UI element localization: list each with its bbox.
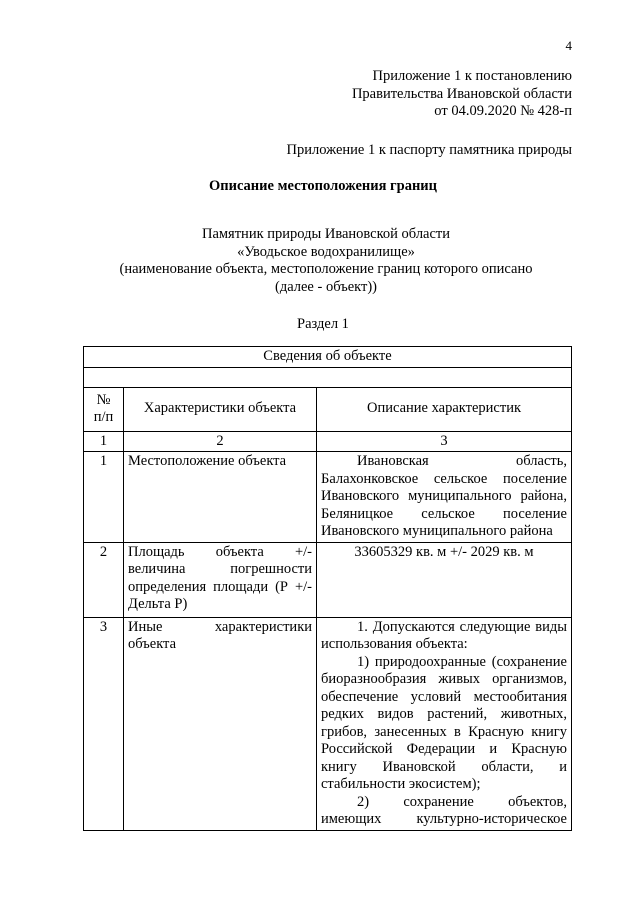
object-line-1: Памятник природы Ивановской области [201,226,451,242]
row-1-char: Местоположение объекта [124,452,317,543]
colnum-3: 3 [317,431,572,452]
appendix-line-3: от 04.09.2020 № 428-п [434,103,572,119]
table-empty-row [84,367,572,387]
section-heading: Раздел 1 [297,316,349,332]
row-3-desc-p1: 1. Допускаются следующие виды использования объекта: [321,618,567,652]
row-3-char: Иные характеристики объекта [124,617,317,830]
row-1-desc: Ивановская область, Балахонковское сельское поселение Ивановского муниципального района, Беляницкое сельское поселение Ивановского муниципального района [317,452,572,543]
appendix-line-2: Правительства Ивановской области [351,85,572,102]
row-3-desc-p3: 2) сохранение объектов, имеющих культурно-историческое [321,793,567,827]
object-line-4: (далее - объект)) [274,278,377,295]
object-line-2: «Уводьское водохранилище» [237,243,415,260]
colnum-1: 1 [84,431,124,452]
document-title: Описание местоположения границ [208,178,438,194]
row-1-num: 1 [84,452,124,543]
table-row [84,542,572,617]
colnum-2: 2 [124,431,317,452]
appendix-passport: Приложение 1 к паспорту памятника природы [286,142,572,158]
object-info-table [83,346,572,831]
table-caption-row [84,347,572,368]
row-3-desc-p2: 1) природоохранные (сохранение биоразнообразия живых организмов, обеспечение условий местообитания редких видов растений, животных, грибов, занесенных в Красную книгу Российской Федерации и Красную книгу Ивановской области, и стабильности экосистем); [321,653,567,792]
table-empty-cell [84,367,572,387]
row-2-char: Площадь объекта +/- величина погрешности определения площади (Р +/- Дельта Р) [124,542,317,617]
row-2-desc: 33605329 кв. м +/- 2029 кв. м [317,542,572,617]
header-characteristics: Характеристики объекта [124,387,317,431]
row-2-num: 2 [84,542,124,617]
object-line-3: (наименование объекта, местоположение границ которого описано [119,261,533,277]
table-caption: Сведения об объекте [84,347,572,368]
table-header-row [84,387,572,431]
table-row [84,617,572,830]
table-row [84,452,572,543]
row-3-num: 3 [84,617,124,830]
object-name-block [80,226,572,296]
table-colnum-row [84,431,572,452]
page-number: 4 [565,38,572,53]
appendix-header [312,68,572,121]
header-description: Описание характеристик [317,387,572,431]
row-3-desc [317,617,572,830]
appendix-line-1: Приложение 1 к постановлению [372,68,572,84]
header-num: № п/п [84,387,124,431]
